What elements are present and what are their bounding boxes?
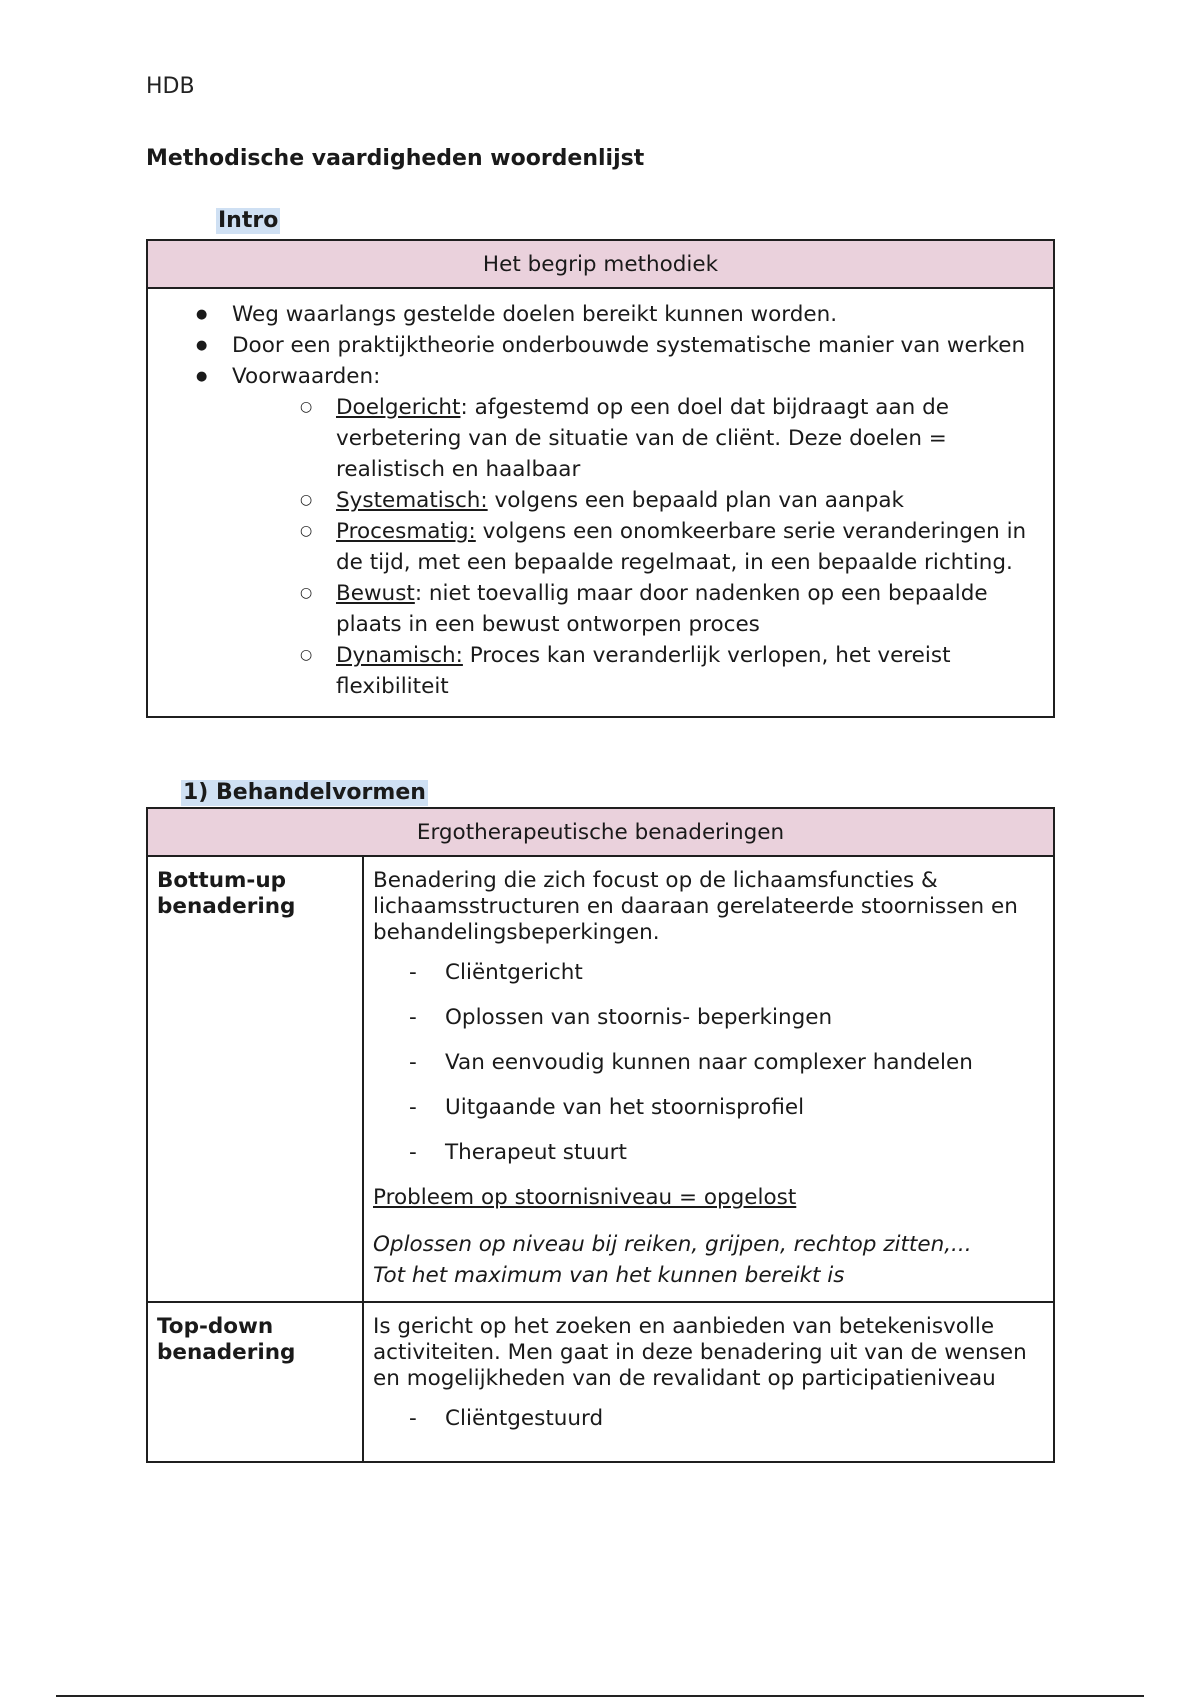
condition-term: Doelgericht xyxy=(336,395,461,420)
bullet-item: ● Weg waarlangs gestelde doelen bereikt kunnen worden. xyxy=(196,299,1033,330)
term-cell: Bottum-up benadering xyxy=(147,856,363,1302)
definition-cell xyxy=(363,856,1054,1302)
condition-text: volgens een onomkeerbare serie veranderingen in de tijd, met een bepaalde regelmaat, in een bepaalde richting. xyxy=(336,519,1027,575)
condition-separator: : xyxy=(414,581,423,606)
term-cell: Top-down benadering xyxy=(147,1302,363,1462)
condition-item xyxy=(300,485,1033,516)
section-heading-behandelvormen: 1) Behandelvormen xyxy=(183,780,426,805)
condition-item xyxy=(300,578,1033,640)
condition-term: Procesmatig: xyxy=(336,519,476,544)
conditions-list xyxy=(232,392,1033,702)
bullet-item xyxy=(196,361,1033,702)
benaderingen-table xyxy=(146,807,1055,1463)
italic-note-line: Oplossen op niveau bij reiken, grijpen, rechtop zitten,... xyxy=(373,1232,972,1257)
condition-text: Proces kan veranderlijk verlopen, het vereist flexibiliteit xyxy=(336,643,951,699)
condition-term: Dynamisch: xyxy=(336,643,463,668)
condition-item xyxy=(300,392,1033,485)
italic-note xyxy=(373,1229,1041,1291)
methodiek-table-title: Het begrip methodiek xyxy=(147,240,1054,288)
condition-separator: : xyxy=(460,395,468,420)
list-item: - Van eenvoudig kunnen naar complexer handelen xyxy=(373,1050,1041,1076)
characteristics-list xyxy=(373,960,1041,1166)
document-title: Methodische vaardigheden woordenlijst xyxy=(146,146,645,171)
condition-item xyxy=(300,516,1033,578)
condition-term: Bewust xyxy=(336,581,415,606)
table-row xyxy=(147,856,1054,1302)
methodiek-bullet-list xyxy=(194,299,1033,702)
definition-text: Is gericht op het zoeken en aanbieden van betekenisvolle activiteiten. Men gaat in deze benadering uit van de wensen en mogelijkheden van de revalidant op participatieniveau xyxy=(373,1314,1027,1391)
condition-text: afgestemd op een doel dat bijdraagt aan de verbetering van de situatie van de cliënt. Deze doelen = realistisch en haalbaar xyxy=(336,395,949,482)
list-item: - Cliëntgestuurd xyxy=(373,1406,1041,1432)
condition-text: volgens een bepaald plan van aanpak xyxy=(487,488,904,513)
section-heading-intro: Intro xyxy=(218,208,279,233)
benaderingen-table-title: Ergotherapeutische benaderingen xyxy=(147,808,1054,856)
page-header: HDB xyxy=(146,74,195,99)
characteristics-list xyxy=(373,1406,1041,1432)
definition-text: Benadering die zich focust op de lichaamsfuncties & lichaamsstructuren en daaraan gerelateerde stoornissen en behandelingsbeperkingen. xyxy=(373,868,1018,945)
bullet-item: ● Door een praktijktheorie onderbouwde systematische manier van werken xyxy=(196,330,1033,361)
condition-item xyxy=(300,640,1033,702)
list-item: - Uitgaande van het stoornisprofiel xyxy=(373,1095,1041,1121)
list-item: - Therapeut stuurt xyxy=(373,1140,1041,1166)
list-item: - Oplossen van stoornis- beperkingen xyxy=(373,1005,1041,1031)
methodiek-table xyxy=(146,239,1055,718)
italic-note-line: Tot het maximum van het kunnen bereikt is xyxy=(373,1263,845,1288)
bullet-item-label: Voorwaarden: xyxy=(232,364,381,389)
methodiek-table-body xyxy=(147,288,1054,717)
definition-cell xyxy=(363,1302,1054,1462)
footer-divider xyxy=(56,1695,1144,1697)
problem-statement: Probleem op stoornisniveau = opgelost xyxy=(373,1185,797,1210)
condition-term: Systematisch: xyxy=(336,488,488,513)
table-row xyxy=(147,1302,1054,1462)
list-item: - Cliëntgericht xyxy=(373,960,1041,986)
condition-text: niet toevallig maar door nadenken op een bepaalde plaats in een bewust ontworpen proces xyxy=(336,581,988,637)
